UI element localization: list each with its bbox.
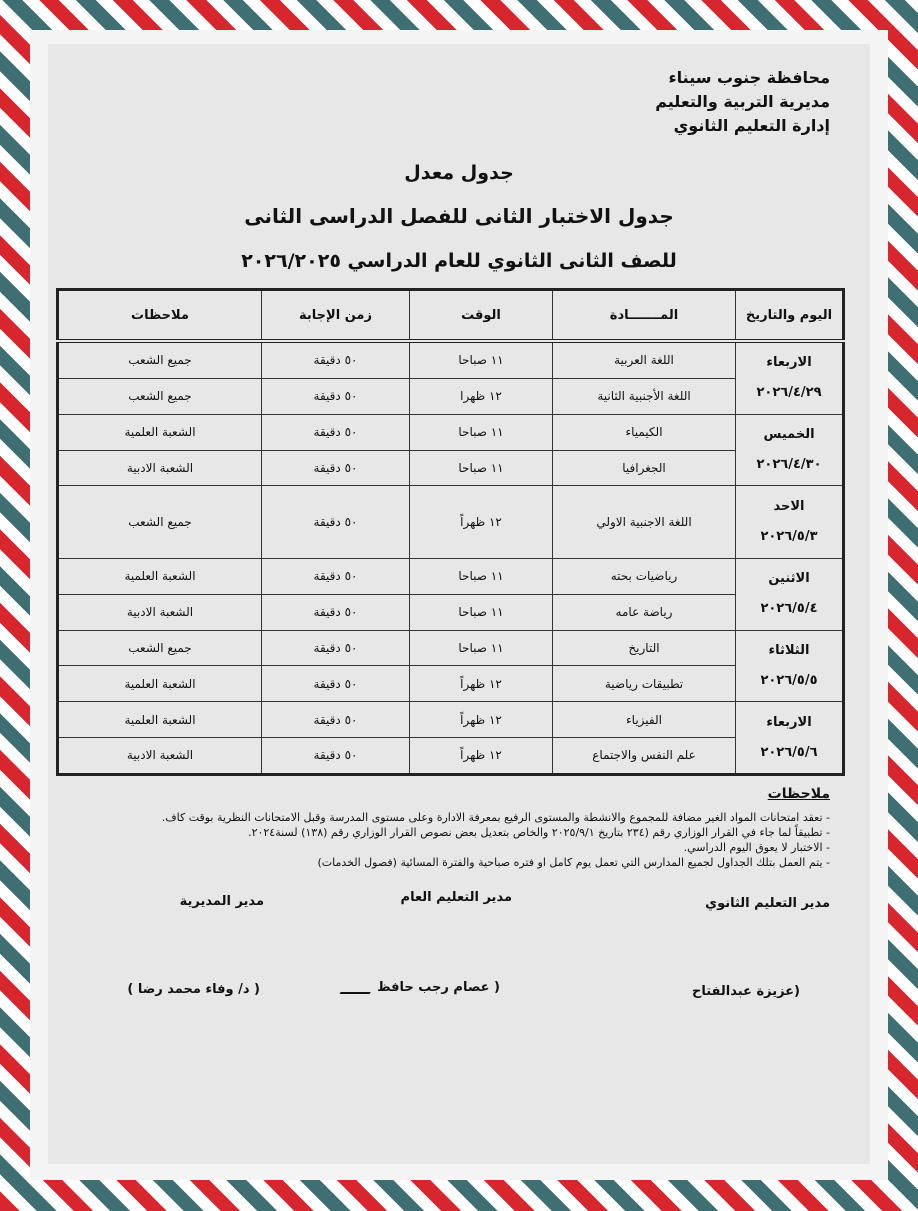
note-cell: الشعبة الادبية <box>58 737 262 774</box>
note-cell: الشعبة العلمية <box>58 666 262 702</box>
governorate-label: محافظة جنوب سيناء <box>668 68 830 87</box>
table-row <box>58 702 844 738</box>
note-cell: جميع الشعب <box>58 630 262 666</box>
header-notes: ملاحظات <box>58 290 262 342</box>
directorate-director-name: ( د/ وفاء محمد رضا ) <box>127 982 260 997</box>
subject-cell: رياضيات بحته <box>553 559 736 595</box>
note-cell: الشعبة العلمية <box>58 414 262 450</box>
time-cell: ١١ صباحا <box>410 594 553 630</box>
duration-cell: ٥٠ دقيقة <box>262 737 410 774</box>
table-row <box>58 341 844 378</box>
notes-list <box>50 810 830 870</box>
day-cell <box>736 559 844 631</box>
header-day-date: اليوم والتاريخ <box>736 290 844 342</box>
table-row <box>58 450 844 486</box>
time-cell: ١١ صباحا <box>410 414 553 450</box>
subject-cell: التاريخ <box>553 630 736 666</box>
note-cell: الشعبة الادبية <box>58 594 262 630</box>
subject-cell: اللغة الاجنبية الاولي <box>553 486 736 559</box>
notes-title: ملاحظات <box>767 786 830 802</box>
note-cell: جميع الشعب <box>58 486 262 559</box>
time-cell: ١٢ ظهراً <box>410 737 553 774</box>
day-cell <box>736 702 844 775</box>
day-date: ٢٠٢٦/٥/٦ <box>760 744 818 760</box>
secondary-director-title: مدير التعليم الثانوي <box>705 896 830 911</box>
directorate-label: مديرية التربية والتعليم <box>655 92 830 111</box>
header-block <box>655 66 830 138</box>
time-cell: ١١ صباحا <box>410 559 553 595</box>
note-item: - يتم العمل بتلك الجداول لجميع المدارس التي تعمل يوم كامل او فتره صباحية والفترة المسائية (فصول الخدمات) <box>317 856 830 869</box>
duration-cell: ٥٠ دقيقة <box>262 486 410 559</box>
exam-schedule-table <box>56 288 845 776</box>
subject-cell: تطبيقات رياضية <box>553 666 736 702</box>
time-cell: ١١ صباحا <box>410 630 553 666</box>
title-modified-schedule: جدول معدل <box>404 162 514 184</box>
table-row <box>58 594 844 630</box>
general-director-name-text: ( عصام رجب حافظ <box>377 980 500 995</box>
day-cell <box>736 630 844 702</box>
document-page <box>48 44 870 1164</box>
duration-cell: ٥٠ دقيقة <box>262 414 410 450</box>
header-duration: زمن الإجابة <box>262 290 410 342</box>
note-item: - الاختبار لا يعوق اليوم الدراسي. <box>683 841 830 854</box>
day-date: ٢٠٢٦/٤/٢٩ <box>756 385 822 401</box>
duration-cell: ٥٠ دقيقة <box>262 666 410 702</box>
table-row <box>58 630 844 666</box>
duration-cell: ٥٠ دقيقة <box>262 450 410 486</box>
day-date: ٢٠٢٦/٥/٥ <box>760 672 818 688</box>
day-name: الاربعاء <box>766 355 812 371</box>
table-row <box>58 666 844 702</box>
time-cell: ١٢ ظهراً <box>410 486 553 559</box>
subject-cell: الجغرافيا <box>553 450 736 486</box>
header-subject: المـــــــادة <box>553 290 736 342</box>
day-date: ٢٠٢٦/٥/٤ <box>760 601 818 617</box>
duration-cell: ٥٠ دقيقة <box>262 341 410 378</box>
note-item: - تعقد امتحانات المواد الغير مضافة للمجموع والانشطة والمستوى الرفيع بمعرفة الادارة وعلى مستوى المدرسة وقبل الامتحانات النظرية بوقت كاف. <box>161 811 830 824</box>
table-row <box>58 559 844 595</box>
directorate-director-title: مدير المديرية <box>179 894 264 909</box>
duration-cell: ٥٠ دقيقة <box>262 559 410 595</box>
day-name: الاحد <box>773 499 805 515</box>
time-cell: ١٢ ظهراً <box>410 702 553 738</box>
note-cell: الشعبة العلمية <box>58 702 262 738</box>
time-cell: ١٢ ظهرا <box>410 378 553 414</box>
time-cell: ١٢ ظهراً <box>410 666 553 702</box>
day-cell <box>736 486 844 559</box>
duration-cell: ٥٠ دقيقة <box>262 594 410 630</box>
note-cell: الشعبة الادبية <box>58 450 262 486</box>
subject-cell: اللغة العربية <box>553 341 736 378</box>
day-name: الثلاثاء <box>768 642 810 658</box>
day-name: الاربعاء <box>766 714 812 730</box>
duration-cell: ٥٠ دقيقة <box>262 702 410 738</box>
administration-label: إدارة التعليم الثانوي <box>673 116 830 135</box>
secondary-director-name: (عزيزة عبدالفتاح <box>691 984 800 999</box>
table-row <box>58 414 844 450</box>
day-name: الاثنين <box>768 571 810 587</box>
time-cell: ١١ صباحا <box>410 450 553 486</box>
general-director-name <box>339 980 500 995</box>
time-cell: ١١ صباحا <box>410 341 553 378</box>
general-director-title: مدير التعليم العام <box>400 890 512 905</box>
day-cell <box>736 414 844 486</box>
note-cell: جميع الشعب <box>58 341 262 378</box>
table-row <box>58 378 844 414</box>
duration-cell: ٥٠ دقيقة <box>262 630 410 666</box>
day-name: الخميس <box>763 427 815 443</box>
note-cell: الشعبة العلمية <box>58 559 262 595</box>
subject-cell: علم النفس والاجتماع <box>553 737 736 774</box>
title-exam: جدول الاختبار الثانى للفصل الدراسى الثانى <box>244 204 674 228</box>
subject-cell: الكيمياء <box>553 414 736 450</box>
signature-flourish-icon <box>339 982 376 994</box>
table-header-row <box>58 290 844 342</box>
table-row <box>58 737 844 774</box>
note-cell: جميع الشعب <box>58 378 262 414</box>
duration-cell: ٥٠ دقيقة <box>262 378 410 414</box>
day-date: ٢٠٢٦/٥/٣ <box>760 529 818 545</box>
day-date: ٢٠٢٦/٤/٣٠ <box>756 457 822 473</box>
title-grade-year: للصف الثانى الثانوي للعام الدراسي ٢٠٢٦/٢٠٢٥ <box>241 250 677 272</box>
subject-cell: رياضة عامه <box>553 594 736 630</box>
day-cell <box>736 341 844 414</box>
note-item: - تطبيقاً لما جاء في القرار الوزاري رقم (٢٣٤ بتاريخ ٢٠٢٥/٩/١ والخاص بتعديل بعض نصوص القرار الوزاري رقم (١٣٨) لسنة٢٠٢٤. <box>248 826 830 839</box>
header-time: الوقت <box>410 290 553 342</box>
subject-cell: الفيزياء <box>553 702 736 738</box>
subject-cell: اللغة الأجنبية الثانية <box>553 378 736 414</box>
table-row <box>58 486 844 559</box>
